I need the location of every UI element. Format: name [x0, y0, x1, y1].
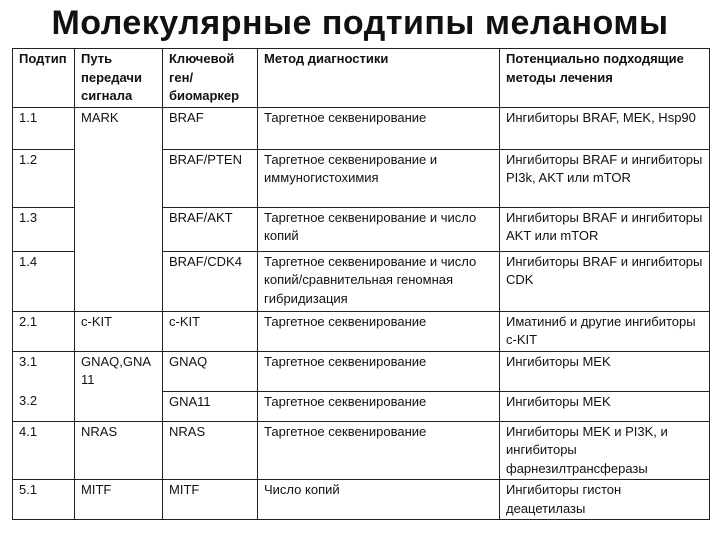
- table-header-row: [13, 49, 710, 108]
- cell-pathway: NRAS: [75, 421, 163, 480]
- header-treatment: Потенциально подходящие методы лечения: [500, 49, 710, 108]
- cell-subtype: 1.4: [13, 251, 75, 311]
- cell-gene: GNAQ: [163, 351, 258, 391]
- cell-treatment: Ингибиторы BRAF и ингибиторы AKT или mTOR: [500, 207, 710, 251]
- cell-treatment: Ингибиторы MEK: [500, 391, 710, 421]
- cell-method: Таргетное секвенирование и иммуногистохимия: [258, 149, 500, 207]
- header-pathway: Путь передачи сигнала: [75, 49, 163, 108]
- cell-treatment: Ингибиторы BRAF и ингибиторы CDK: [500, 251, 710, 311]
- cell-gene: BRAF/AKT: [163, 207, 258, 251]
- cell-pathway: MITF: [75, 480, 163, 520]
- cell-pathway: GNAQ,GNA 11: [75, 351, 163, 391]
- cell-subtype: 1.1: [13, 107, 75, 149]
- cell-gene: BRAF/PTEN: [163, 149, 258, 207]
- cell-treatment: Ингибиторы BRAF, MEK, Hsp90: [500, 107, 710, 149]
- table-row: [13, 480, 710, 520]
- table-row: [13, 207, 710, 251]
- cell-treatment: Ингибиторы MEK: [500, 351, 710, 391]
- cell-pathway: [75, 391, 163, 421]
- table-row: [13, 421, 710, 480]
- header-subtype: Подтип: [13, 49, 75, 108]
- page-title: Молекулярные подтипы меланомы: [51, 4, 669, 42]
- table-row: [13, 351, 710, 391]
- cell-treatment: Иматиниб и другие ингибиторы c-KIT: [500, 311, 710, 351]
- cell-method: Число копий: [258, 480, 500, 520]
- cell-method: Таргетное секвенирование: [258, 107, 500, 149]
- cell-treatment: Ингибиторы MEK и PI3K, и ингибиторы фарнезилтрансферазы: [500, 421, 710, 480]
- table-row: [13, 251, 710, 311]
- cell-subtype: 1.2: [13, 149, 75, 207]
- cell-treatment: Ингибиторы BRAF и ингибиторы PI3k, AKT или mTOR: [500, 149, 710, 207]
- cell-method: Таргетное секвенирование и число копий/сравнительная геномная гибридизация: [258, 251, 500, 311]
- cell-method: Таргетное секвенирование: [258, 391, 500, 421]
- header-gene: Ключевой ген/ биомаркер: [163, 49, 258, 108]
- table-row: [13, 311, 710, 351]
- subtypes-table: [12, 48, 710, 520]
- cell-pathway: [75, 207, 163, 251]
- cell-method: Таргетное секвенирование: [258, 351, 500, 391]
- cell-subtype: 3.1: [13, 351, 75, 391]
- header-method: Метод диагностики: [258, 49, 500, 108]
- cell-subtype: 2.1: [13, 311, 75, 351]
- cell-method: Таргетное секвенирование и число копий: [258, 207, 500, 251]
- cell-subtype: 5.1: [13, 480, 75, 520]
- table-row: [13, 391, 710, 421]
- cell-gene: BRAF/CDK4: [163, 251, 258, 311]
- cell-pathway: [75, 149, 163, 207]
- cell-gene: c-KIT: [163, 311, 258, 351]
- table-row: [13, 149, 710, 207]
- cell-method: Таргетное секвенирование: [258, 421, 500, 480]
- cell-pathway: c-KIT: [75, 311, 163, 351]
- cell-method: Таргетное секвенирование: [258, 311, 500, 351]
- cell-gene: GNA11: [163, 391, 258, 421]
- cell-gene: MITF: [163, 480, 258, 520]
- cell-pathway: MARK: [75, 107, 163, 149]
- cell-gene: BRAF: [163, 107, 258, 149]
- cell-treatment: Ингибиторы гистон деацетилазы: [500, 480, 710, 520]
- cell-subtype: 4.1: [13, 421, 75, 480]
- cell-gene: NRAS: [163, 421, 258, 480]
- cell-pathway: [75, 251, 163, 311]
- cell-subtype: 3.2: [13, 391, 75, 421]
- table-row: [13, 107, 710, 149]
- cell-subtype: 1.3: [13, 207, 75, 251]
